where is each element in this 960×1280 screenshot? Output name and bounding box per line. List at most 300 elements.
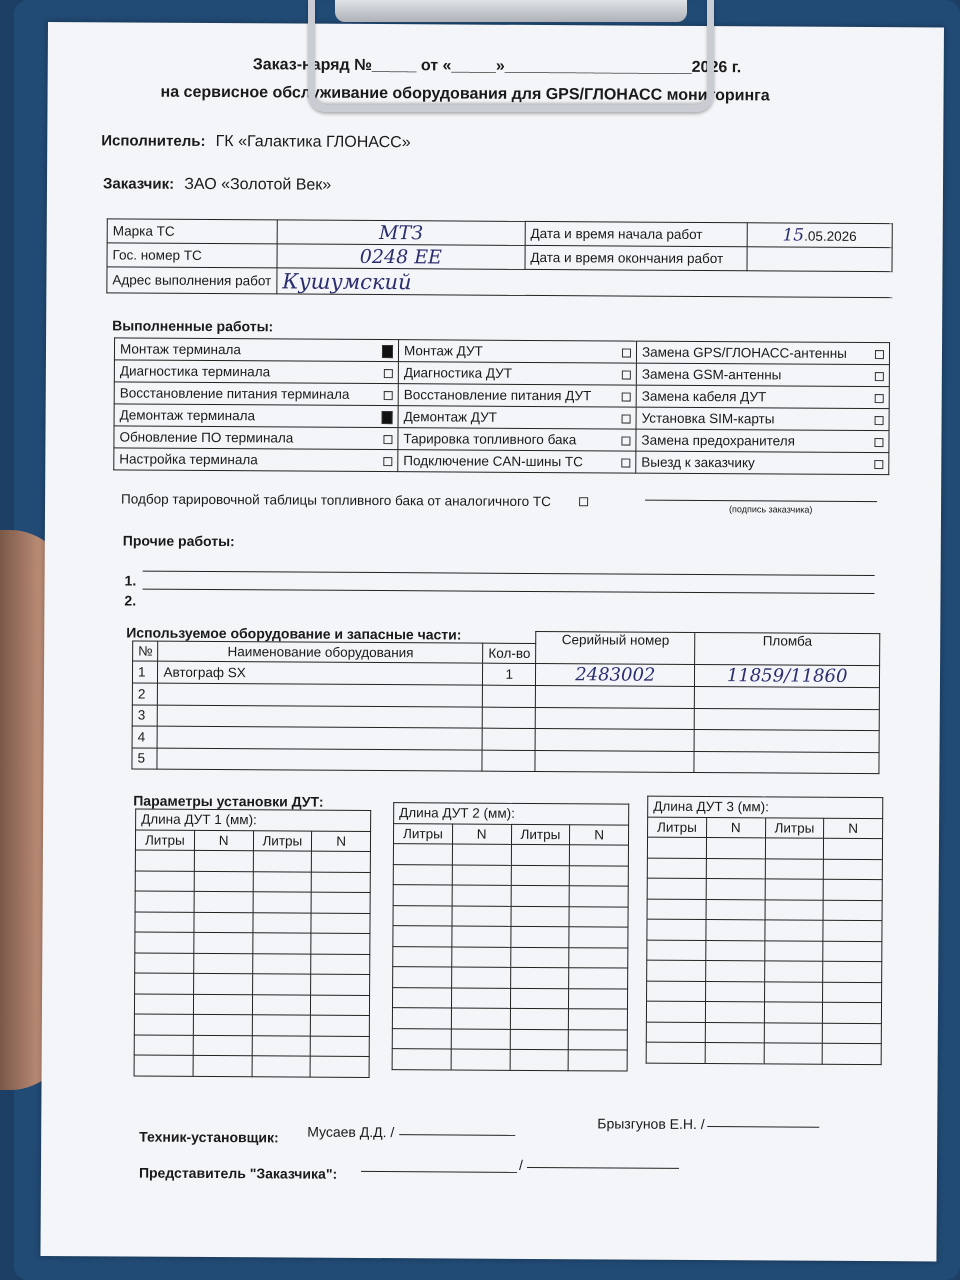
equipment-cell-serial[interactable]	[536, 685, 695, 707]
technician-1: Мусаев Д.Д. /	[307, 1123, 395, 1141]
dut-row	[393, 946, 628, 968]
work-checkbox[interactable]	[382, 345, 393, 358]
equipment-cell-seal[interactable]	[694, 708, 879, 731]
dut-cell[interactable]	[823, 1023, 882, 1044]
works-cell	[114, 360, 398, 384]
dut-cell[interactable]	[647, 960, 706, 981]
dut-caption: Длина ДУТ 3 (мм):	[648, 796, 883, 818]
calibration-checkbox[interactable]	[579, 497, 588, 506]
serial-header: Серийный номер	[536, 631, 695, 664]
dut-cell[interactable]	[824, 859, 883, 880]
address-value: Кушумский	[282, 268, 412, 294]
customer-signature-line[interactable]	[645, 500, 877, 502]
dut-row	[647, 878, 882, 900]
equipment-cell-serial[interactable]	[535, 707, 694, 729]
dut-cell[interactable]	[823, 982, 882, 1003]
customer-rep-slash: /	[518, 1156, 523, 1173]
plate-label: Гос. номер ТС	[107, 243, 277, 268]
equipment-cell-num[interactable]	[132, 705, 158, 727]
works-row	[114, 448, 889, 475]
name-header: Наименование оборудования	[158, 641, 483, 663]
work-checkbox[interactable]	[382, 411, 393, 424]
work-label: Замена GSM-антенны	[641, 366, 782, 383]
dut-cell[interactable]	[193, 1035, 252, 1056]
num-header: №	[133, 641, 159, 661]
other-works-title: Прочие работы:	[122, 532, 235, 550]
work-checkbox[interactable]	[384, 369, 393, 378]
dut-col-header: Литры	[648, 817, 707, 838]
dut-cell[interactable]	[393, 844, 452, 865]
dut-cell[interactable]	[706, 858, 765, 879]
equipment-seal: 11859/11860	[726, 665, 848, 687]
dut-row	[647, 899, 882, 921]
start-label: Дата и время начала работ	[525, 221, 747, 246]
works-cell	[114, 338, 398, 362]
title-line-1: Заказ-наряд №_____ от «_____»_____________________2026 г.	[252, 56, 742, 77]
dut-row	[392, 1049, 627, 1071]
other-line-1[interactable]	[143, 571, 875, 576]
dut-row	[393, 967, 628, 989]
dut-cell[interactable]	[311, 933, 370, 954]
work-label: Диагностика терминала	[119, 363, 271, 380]
dut-cell[interactable]	[647, 858, 706, 879]
dut-cell[interactable]	[764, 961, 823, 982]
dut-cell[interactable]	[193, 1014, 252, 1035]
works-cell	[114, 448, 398, 472]
work-checkbox[interactable]	[874, 438, 883, 447]
other-item-1: 1.	[124, 572, 137, 589]
works-cell	[636, 363, 889, 387]
dut-cell[interactable]	[451, 1028, 510, 1049]
equipment-cell-qty[interactable]	[482, 750, 535, 772]
dut-cell[interactable]	[252, 1015, 311, 1036]
works-cell	[398, 340, 636, 363]
calibration-row	[121, 490, 588, 509]
dut-cell[interactable]	[824, 838, 883, 859]
dut-cell[interactable]	[252, 933, 311, 954]
dut-cell[interactable]	[764, 1022, 823, 1043]
dut-cell[interactable]	[706, 940, 765, 961]
dut-cell[interactable]	[392, 1008, 451, 1029]
dut-row	[647, 981, 882, 1003]
work-label: Замена предохранителя	[641, 432, 795, 449]
dut-cell[interactable]	[706, 920, 765, 941]
dut-cell[interactable]	[252, 912, 311, 933]
dut-row	[393, 864, 628, 886]
dut-row	[392, 1028, 627, 1050]
dut-row	[134, 1035, 369, 1057]
dut-cell[interactable]	[823, 1002, 882, 1023]
customer-rep-signature-line[interactable]	[527, 1167, 679, 1169]
dut-cell[interactable]	[706, 879, 765, 900]
calibration-label: Подбор тарировочной таблицы топливного бака от аналогичного ТС	[121, 491, 552, 510]
dut-cell[interactable]	[511, 844, 570, 865]
work-label: Демонтаж терминала	[119, 407, 256, 424]
work-checkbox[interactable]	[622, 415, 631, 424]
works-cell	[398, 406, 636, 429]
work-label: Диагностика ДУТ	[403, 365, 513, 381]
equipment-qty: 1	[505, 666, 514, 682]
dut-row	[135, 973, 370, 995]
work-checkbox[interactable]	[874, 460, 883, 469]
equipment-num: 3	[137, 707, 146, 723]
dut-cell[interactable]	[764, 1043, 823, 1064]
dut-row	[135, 891, 370, 913]
dut-row	[646, 1001, 881, 1023]
dut-col-header: Литры	[765, 817, 824, 838]
dut-cell[interactable]	[134, 1055, 193, 1076]
dut-cell[interactable]	[193, 973, 252, 994]
works-cell	[114, 404, 398, 428]
dut-cell[interactable]	[253, 851, 312, 872]
dut-cell[interactable]	[451, 967, 510, 988]
dut-caption: Длина ДУТ 1 (мм):	[136, 809, 371, 831]
dut-cell[interactable]	[194, 850, 253, 871]
dut-row	[647, 858, 882, 880]
equipment-cell-seal[interactable]	[695, 686, 880, 709]
dut-cell[interactable]	[393, 946, 452, 967]
work-checkbox[interactable]	[875, 350, 884, 359]
equipment-num: 1	[137, 664, 146, 680]
dut-cell[interactable]	[646, 1022, 705, 1043]
dut-cell[interactable]	[569, 927, 628, 948]
technician-2: Брызгунов Е.Н. /	[597, 1115, 705, 1133]
dut-row	[393, 926, 628, 948]
dut-cell[interactable]	[705, 981, 764, 1002]
dut-row	[647, 940, 882, 962]
work-checkbox[interactable]	[875, 372, 884, 381]
works-cell	[636, 341, 889, 365]
work-checkbox[interactable]	[621, 437, 630, 446]
dut-cell[interactable]	[252, 974, 311, 995]
dut-cell[interactable]	[451, 1049, 510, 1070]
dut-cell[interactable]	[193, 953, 252, 974]
technician-1-signature-line[interactable]	[399, 1134, 515, 1136]
equipment-cell-num[interactable]	[132, 683, 158, 705]
dut-cell[interactable]	[135, 891, 194, 912]
dut-cell[interactable]	[312, 851, 371, 872]
dut-cell[interactable]	[134, 1035, 193, 1056]
dut-cell[interactable]	[451, 1008, 510, 1029]
equipment-cell-num[interactable]	[132, 748, 158, 770]
dut-cell[interactable]	[510, 906, 569, 927]
work-label: Восстановление питания ДУТ	[403, 387, 592, 404]
dut-cell[interactable]	[135, 932, 194, 953]
dut-cell[interactable]	[452, 905, 511, 926]
dut-cell[interactable]	[134, 994, 193, 1015]
dut-cell[interactable]	[393, 926, 452, 947]
dut-cell[interactable]	[569, 886, 628, 907]
dut-cell[interactable]	[823, 879, 882, 900]
equipment-title: Используемое оборудование и запасные части:	[126, 624, 462, 643]
dut-cell[interactable]	[392, 1049, 451, 1070]
dut-cell[interactable]	[452, 885, 511, 906]
dut-cell[interactable]	[510, 1008, 569, 1029]
dut-cell[interactable]	[253, 892, 312, 913]
dut-cell[interactable]	[764, 1002, 823, 1023]
equipment-cell-qty[interactable]	[483, 663, 536, 685]
dut-table-1	[134, 809, 372, 1078]
dut-cell[interactable]	[765, 879, 824, 900]
dut-cell[interactable]	[569, 906, 628, 927]
dut-cell[interactable]	[393, 905, 452, 926]
dut-cell[interactable]	[764, 981, 823, 1002]
executor-label: Исполнитель:	[101, 132, 206, 150]
equipment-cell-name[interactable]	[158, 726, 483, 749]
equipment-cell-qty[interactable]	[482, 728, 535, 750]
dut-cell[interactable]	[510, 926, 569, 947]
dut-cell[interactable]	[392, 1028, 451, 1049]
customer-rep-label: Представитель "Заказчика":	[138, 1164, 338, 1182]
clipboard-clip	[308, 0, 714, 112]
dut-cell[interactable]	[393, 885, 452, 906]
work-label: Тарировка топливного бака	[403, 431, 577, 448]
works-cell	[114, 382, 398, 406]
dut-cell[interactable]	[705, 1043, 764, 1064]
dut-cell[interactable]	[135, 912, 194, 933]
dut-cell[interactable]	[646, 1042, 705, 1063]
dut-cell[interactable]	[134, 1014, 193, 1035]
other-line-2[interactable]	[143, 589, 875, 594]
equipment-cell-num[interactable]	[132, 726, 158, 748]
start-day: 15	[782, 224, 805, 246]
dut-cell[interactable]	[311, 995, 370, 1016]
work-checkbox[interactable]	[875, 394, 884, 403]
works-cell	[398, 428, 636, 451]
dut-row	[392, 1008, 627, 1030]
dut-cell[interactable]	[310, 1056, 369, 1077]
dut-col-header: Литры	[253, 830, 312, 851]
dut-cell[interactable]	[510, 1029, 569, 1050]
work-checkbox[interactable]	[622, 349, 631, 358]
dut-header-row	[393, 823, 628, 845]
equipment-cell-name[interactable]	[157, 748, 482, 771]
dut-col-header: N	[706, 817, 765, 838]
works-table	[113, 337, 890, 475]
dut-cell[interactable]	[646, 1001, 705, 1022]
dut-cell[interactable]	[569, 947, 628, 968]
equipment-cell-serial[interactable]	[536, 663, 695, 686]
dut-cell[interactable]	[310, 1036, 369, 1057]
executor-row	[101, 132, 410, 152]
dut-cell[interactable]	[510, 967, 569, 988]
dut-cell[interactable]	[252, 1035, 311, 1056]
brand-label: Марка ТС	[107, 219, 277, 244]
equipment-cell-serial[interactable]	[535, 728, 694, 750]
dut-cell[interactable]	[194, 871, 253, 892]
equipment-serial: 2483002	[575, 664, 656, 686]
equipment-num: 5	[137, 750, 146, 766]
work-label: Замена GPS/ГЛОНАСС-антенны	[641, 344, 847, 361]
dut-cell[interactable]	[253, 871, 312, 892]
dut-cell[interactable]	[823, 920, 882, 941]
dut-row	[134, 1055, 369, 1077]
equipment-cell-seal[interactable]	[694, 729, 879, 752]
equipment-cell-serial[interactable]	[535, 750, 694, 772]
dut-row	[646, 1042, 881, 1064]
dut-cell[interactable]	[647, 899, 706, 920]
dut-cell[interactable]	[765, 899, 824, 920]
equipment-cell-qty[interactable]	[483, 685, 536, 707]
dut-cell[interactable]	[451, 946, 510, 967]
dut-cell[interactable]	[311, 872, 370, 893]
start-date-rest: .05.2026	[804, 228, 857, 244]
dut-cell[interactable]	[194, 932, 253, 953]
work-label: Демонтаж ДУТ	[403, 409, 497, 425]
dut-cell[interactable]	[647, 919, 706, 940]
dut-cell[interactable]	[568, 1029, 627, 1050]
dut-cell[interactable]	[393, 864, 452, 885]
dut-col-header: N	[194, 830, 253, 851]
work-checkbox[interactable]	[383, 435, 392, 444]
works-cell	[636, 429, 889, 453]
dut-cell[interactable]	[568, 1050, 627, 1071]
dut-row	[393, 844, 628, 866]
work-checkbox[interactable]	[384, 391, 393, 400]
dut-row	[393, 885, 628, 907]
dut-cell[interactable]	[570, 845, 629, 866]
work-checkbox[interactable]	[621, 459, 630, 468]
equipment-table	[131, 629, 880, 775]
dut-title: Параметры установки ДУТ:	[133, 792, 324, 810]
equipment-name: Автограф SX	[163, 664, 246, 681]
signature-caption: (подпись заказчика)	[729, 504, 813, 515]
equipment-cell-name[interactable]	[158, 683, 483, 706]
work-label: Монтаж ДУТ	[403, 343, 483, 359]
dut-col-header: Литры	[135, 830, 194, 851]
dut-cell[interactable]	[569, 988, 628, 1009]
customer-rep-name-line[interactable]	[361, 1171, 517, 1173]
dut-cell[interactable]	[764, 920, 823, 941]
dut-cell[interactable]	[311, 892, 370, 913]
work-checkbox[interactable]	[622, 393, 631, 402]
dut-cell[interactable]	[706, 838, 765, 859]
dut-cell[interactable]	[705, 1022, 764, 1043]
dut-cell[interactable]	[510, 947, 569, 968]
technician-2-signature-line[interactable]	[707, 1126, 819, 1128]
dut-cell[interactable]	[823, 941, 882, 962]
work-checkbox[interactable]	[383, 457, 392, 466]
dut-cell[interactable]	[193, 1055, 252, 1076]
equipment-cell-seal[interactable]	[694, 751, 879, 774]
dut-cell[interactable]	[510, 988, 569, 1009]
dut-cell[interactable]	[511, 885, 570, 906]
dut-cell[interactable]	[569, 968, 628, 989]
dut-cell[interactable]	[705, 1002, 764, 1023]
dut-cell[interactable]	[452, 864, 511, 885]
equipment-cell-seal[interactable]	[695, 664, 880, 687]
dut-cell[interactable]	[705, 961, 764, 982]
dut-row	[393, 905, 628, 927]
title-line-2: на сервисное обслуживание оборудования для GPS/ГЛОНАСС мониторинга	[160, 83, 770, 105]
dut-cell[interactable]	[135, 973, 194, 994]
dut-row	[135, 850, 370, 872]
dut-cell[interactable]	[194, 891, 253, 912]
work-checkbox[interactable]	[875, 416, 884, 425]
dut-cell[interactable]	[765, 858, 824, 879]
dut-cell[interactable]	[822, 1043, 881, 1064]
dut-cell[interactable]	[647, 940, 706, 961]
dut-cell[interactable]	[193, 994, 252, 1015]
seal-header: Пломба	[695, 632, 880, 665]
work-label: Установка SIM-карты	[641, 410, 775, 427]
works-cell	[398, 384, 636, 407]
dut-cell[interactable]	[647, 981, 706, 1002]
dut-row	[134, 994, 369, 1016]
dut-cell[interactable]	[311, 1015, 370, 1036]
works-cell	[636, 407, 889, 431]
dut-cell[interactable]	[451, 987, 510, 1008]
plate-value: 0248 ЕЕ	[359, 245, 443, 268]
equipment-num: 2	[137, 686, 146, 702]
dut-col-header: N	[824, 818, 883, 839]
dut-row	[392, 987, 627, 1009]
dut-cell[interactable]	[823, 961, 882, 982]
dut-row	[135, 932, 370, 954]
dut-col-header: Литры	[393, 823, 452, 844]
equipment-cell-num[interactable]	[132, 661, 158, 683]
equipment-cell-name[interactable]	[158, 705, 483, 728]
dut-cell[interactable]	[252, 953, 311, 974]
works-cell	[636, 451, 889, 475]
dut-row	[647, 960, 882, 982]
dut-cell[interactable]	[392, 987, 451, 1008]
equipment-cell-name[interactable]	[158, 661, 483, 685]
dut-cell[interactable]	[135, 953, 194, 974]
dut-col-header: N	[570, 824, 629, 845]
dut-cell[interactable]	[706, 899, 765, 920]
dut-header-row	[648, 817, 883, 839]
address-label: Адрес выполнения работ	[107, 267, 277, 294]
dut-col-header: Литры	[511, 824, 570, 845]
dut-cell[interactable]	[135, 871, 194, 892]
work-label: Выезд к заказчику	[641, 454, 755, 471]
dut-table-2	[392, 802, 630, 1071]
dut-cell[interactable]	[452, 926, 511, 947]
dut-cell[interactable]	[647, 878, 706, 899]
dut-header-row	[135, 830, 370, 852]
technician-label: Техник-установщик:	[139, 1128, 279, 1146]
dut-cell[interactable]	[393, 967, 452, 988]
dut-cell[interactable]	[311, 974, 370, 995]
work-label: Настройка терминала	[119, 451, 258, 468]
dut-cell[interactable]	[194, 912, 253, 933]
dut-cell[interactable]	[569, 865, 628, 886]
dut-col-header: N	[312, 831, 371, 852]
dut-row	[647, 837, 882, 859]
dut-row	[135, 912, 370, 934]
dut-cell[interactable]	[569, 1009, 628, 1030]
dut-cell[interactable]	[511, 865, 570, 886]
dut-caption-row	[648, 796, 883, 818]
dut-cell[interactable]	[311, 913, 370, 934]
dut-cell[interactable]	[764, 940, 823, 961]
dut-cell[interactable]	[252, 994, 311, 1015]
works-cell	[114, 426, 398, 450]
equipment-cell-qty[interactable]	[483, 707, 536, 729]
dut-cell[interactable]	[252, 1056, 311, 1077]
dut-cell[interactable]	[311, 954, 370, 975]
dut-cell[interactable]	[823, 900, 882, 921]
dut-cell[interactable]	[135, 850, 194, 871]
work-checkbox[interactable]	[622, 371, 631, 380]
dut-cell[interactable]	[647, 837, 706, 858]
qty-header: Кол-во	[483, 643, 536, 663]
other-item-2: 2.	[124, 592, 137, 609]
dut-cell[interactable]	[510, 1049, 569, 1070]
dut-cell[interactable]	[765, 838, 824, 859]
dut-cell[interactable]	[452, 844, 511, 865]
